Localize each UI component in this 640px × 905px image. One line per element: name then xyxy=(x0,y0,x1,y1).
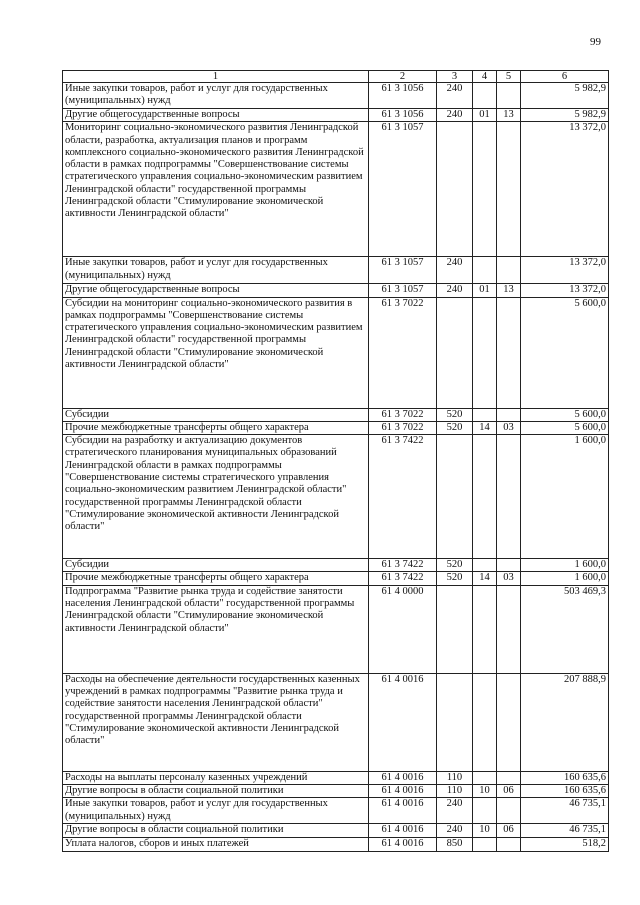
table-row xyxy=(63,771,609,784)
row-section-cell: 10 xyxy=(473,824,497,837)
table-row xyxy=(63,673,609,771)
row-name-cell: Расходы на выплаты персоналу казенных учреждений xyxy=(63,771,369,784)
row-expense-type-cell: 240 xyxy=(437,257,473,284)
row-subsection-cell: 06 xyxy=(497,785,521,798)
row-name-cell: Иные закупки товаров, работ и услуг для государственных (муниципальных) нужд xyxy=(63,798,369,824)
header-cell-section: 4 xyxy=(473,71,497,83)
row-code-cell: 61 4 0000 xyxy=(369,585,437,673)
row-expense-type-cell xyxy=(437,435,473,559)
row-name-cell: Подпрограмма "Развитие рынка труда и содействие занятости населения Ленинградской области" государственной программы Ленинградской области "Стимулирование экономической активности Ленинградской области" xyxy=(63,585,369,673)
row-section-cell xyxy=(473,673,497,771)
row-section-cell: 01 xyxy=(473,284,497,297)
row-section-cell xyxy=(473,122,497,257)
row-code-cell: 61 3 1057 xyxy=(369,284,437,297)
row-subsection-cell xyxy=(497,408,521,421)
row-expense-type-cell xyxy=(437,673,473,771)
row-name-cell: Иные закупки товаров, работ и услуг для государственных (муниципальных) нужд xyxy=(63,257,369,284)
row-expense-type-cell xyxy=(437,122,473,257)
row-section-cell: 01 xyxy=(473,109,497,122)
row-name-cell: Другие вопросы в области социальной политики xyxy=(63,824,369,837)
table-row xyxy=(63,785,609,798)
row-section-cell: 10 xyxy=(473,785,497,798)
row-name-cell: Субсидии xyxy=(63,559,369,572)
header-cell-expense-type: 3 xyxy=(437,71,473,83)
row-expense-type-cell: 110 xyxy=(437,771,473,784)
row-expense-type-cell: 520 xyxy=(437,421,473,434)
row-sum-cell: 46 735,1 xyxy=(521,824,609,837)
row-code-cell: 61 3 7022 xyxy=(369,408,437,421)
row-subsection-cell xyxy=(497,297,521,408)
row-code-cell: 61 4 0016 xyxy=(369,673,437,771)
row-name-cell: Уплата налогов, сборов и иных платежей xyxy=(63,837,369,851)
row-code-cell: 61 3 7422 xyxy=(369,559,437,572)
row-subsection-cell xyxy=(497,585,521,673)
table-row xyxy=(63,837,609,851)
row-code-cell: 61 4 0016 xyxy=(369,824,437,837)
row-section-cell xyxy=(473,257,497,284)
row-subsection-cell xyxy=(497,559,521,572)
row-code-cell: 61 3 7422 xyxy=(369,572,437,585)
row-sum-cell: 207 888,9 xyxy=(521,673,609,771)
table-row xyxy=(63,109,609,122)
row-section-cell xyxy=(473,435,497,559)
row-section-cell xyxy=(473,798,497,824)
table-row xyxy=(63,572,609,585)
table-row xyxy=(63,297,609,408)
row-code-cell: 61 3 7022 xyxy=(369,421,437,434)
row-code-cell: 61 4 0016 xyxy=(369,785,437,798)
table-row xyxy=(63,122,609,257)
row-expense-type-cell: 520 xyxy=(437,559,473,572)
row-code-cell: 61 3 1056 xyxy=(369,109,437,122)
table-header-row xyxy=(63,71,609,83)
row-sum-cell: 5 600,0 xyxy=(521,297,609,408)
row-subsection-cell xyxy=(497,673,521,771)
row-sum-cell: 13 372,0 xyxy=(521,284,609,297)
row-expense-type-cell: 240 xyxy=(437,824,473,837)
header-cell-code: 2 xyxy=(369,71,437,83)
row-section-cell xyxy=(473,408,497,421)
row-subsection-cell xyxy=(497,771,521,784)
row-section-cell xyxy=(473,771,497,784)
row-name-cell: Иные закупки товаров, работ и услуг для государственных (муниципальных) нужд xyxy=(63,83,369,109)
row-sum-cell: 13 372,0 xyxy=(521,122,609,257)
row-expense-type-cell: 240 xyxy=(437,109,473,122)
row-expense-type-cell: 110 xyxy=(437,785,473,798)
row-sum-cell: 160 635,6 xyxy=(521,771,609,784)
row-code-cell: 61 3 1057 xyxy=(369,257,437,284)
row-subsection-cell: 13 xyxy=(497,284,521,297)
row-subsection-cell xyxy=(497,798,521,824)
row-name-cell: Прочие межбюджетные трансферты общего характера xyxy=(63,421,369,434)
row-name-cell: Мониторинг социально-экономического развития Ленинградской области, разработка, актуализация планов и программ комплексного социально-экономического развития Ленинградской области в рамках подпрограммы "Совершенствование системы стратегического управления социально-экономическим развитием Ленинградской области" государственной программы Ленинградской области "Стимулирование экономической активности Ленинградской области" xyxy=(63,122,369,257)
row-section-cell xyxy=(473,559,497,572)
row-section-cell xyxy=(473,837,497,851)
page-number: 99 xyxy=(590,36,601,48)
row-expense-type-cell: 520 xyxy=(437,572,473,585)
row-code-cell: 61 3 7022 xyxy=(369,297,437,408)
row-section-cell xyxy=(473,297,497,408)
row-section-cell: 14 xyxy=(473,572,497,585)
row-section-cell xyxy=(473,83,497,109)
row-sum-cell: 1 600,0 xyxy=(521,559,609,572)
table-row xyxy=(63,435,609,559)
row-subsection-cell xyxy=(497,122,521,257)
row-sum-cell: 160 635,6 xyxy=(521,785,609,798)
header-cell-subsection: 5 xyxy=(497,71,521,83)
table-row xyxy=(63,421,609,434)
row-subsection-cell xyxy=(497,257,521,284)
row-code-cell: 61 4 0016 xyxy=(369,771,437,784)
row-name-cell: Другие общегосударственные вопросы xyxy=(63,109,369,122)
row-code-cell: 61 3 1056 xyxy=(369,83,437,109)
table-row xyxy=(63,83,609,109)
row-sum-cell: 5 600,0 xyxy=(521,408,609,421)
header-cell-name: 1 xyxy=(63,71,369,83)
row-code-cell: 61 3 7422 xyxy=(369,435,437,559)
table-row xyxy=(63,559,609,572)
row-expense-type-cell: 850 xyxy=(437,837,473,851)
row-sum-cell: 5 982,9 xyxy=(521,109,609,122)
row-expense-type-cell: 520 xyxy=(437,408,473,421)
row-sum-cell: 1 600,0 xyxy=(521,435,609,559)
row-subsection-cell xyxy=(497,837,521,851)
row-expense-type-cell: 240 xyxy=(437,83,473,109)
row-name-cell: Другие вопросы в области социальной политики xyxy=(63,785,369,798)
row-section-cell: 14 xyxy=(473,421,497,434)
row-subsection-cell: 03 xyxy=(497,572,521,585)
row-sum-cell: 1 600,0 xyxy=(521,572,609,585)
row-code-cell: 61 3 1057 xyxy=(369,122,437,257)
row-sum-cell: 5 600,0 xyxy=(521,421,609,434)
row-name-cell: Расходы на обеспечение деятельности государственных казенных учреждений в рамках подпрограммы "Развитие рынка труда и содействие занятости населения Ленинградской области" государственной программы Ленинградской области "Стимулирование экономической активности Ленинградской области" xyxy=(63,673,369,771)
table-row xyxy=(63,284,609,297)
row-subsection-cell xyxy=(497,83,521,109)
row-name-cell: Другие общегосударственные вопросы xyxy=(63,284,369,297)
row-subsection-cell: 06 xyxy=(497,824,521,837)
table-row xyxy=(63,585,609,673)
row-subsection-cell: 13 xyxy=(497,109,521,122)
row-expense-type-cell: 240 xyxy=(437,798,473,824)
row-name-cell: Субсидии на мониторинг социально-экономического развития в рамках подпрограммы "Совершенствование системы стратегического управления социально-экономическим развитием Ленинградской области" государственной программы Ленинградской области "Стимулирование экономической активности Ленинградской области" xyxy=(63,297,369,408)
row-name-cell: Субсидии на разработку и актуализацию документов стратегического планирования муниципальных образований Ленинградской области в рамках подпрограммы "Совершенствование системы стратегического управления социально-экономическим развитием Ленинградской области" государственной программы Ленинградской области "Стимулирование экономической активности Ленинградской области" xyxy=(63,435,369,559)
row-sum-cell: 503 469,3 xyxy=(521,585,609,673)
row-expense-type-cell: 240 xyxy=(437,284,473,297)
row-name-cell: Субсидии xyxy=(63,408,369,421)
row-expense-type-cell xyxy=(437,585,473,673)
row-code-cell: 61 4 0016 xyxy=(369,798,437,824)
row-sum-cell: 5 982,9 xyxy=(521,83,609,109)
row-sum-cell: 13 372,0 xyxy=(521,257,609,284)
row-section-cell xyxy=(473,585,497,673)
table-row xyxy=(63,257,609,284)
row-name-cell: Прочие межбюджетные трансферты общего характера xyxy=(63,572,369,585)
table-row xyxy=(63,798,609,824)
row-sum-cell: 518,2 xyxy=(521,837,609,851)
row-subsection-cell: 03 xyxy=(497,421,521,434)
row-subsection-cell xyxy=(497,435,521,559)
row-expense-type-cell xyxy=(437,297,473,408)
row-sum-cell: 46 735,1 xyxy=(521,798,609,824)
table-row xyxy=(63,824,609,837)
budget-table xyxy=(62,70,609,852)
row-code-cell: 61 4 0016 xyxy=(369,837,437,851)
header-cell-sum: 6 xyxy=(521,71,609,83)
table-row xyxy=(63,408,609,421)
